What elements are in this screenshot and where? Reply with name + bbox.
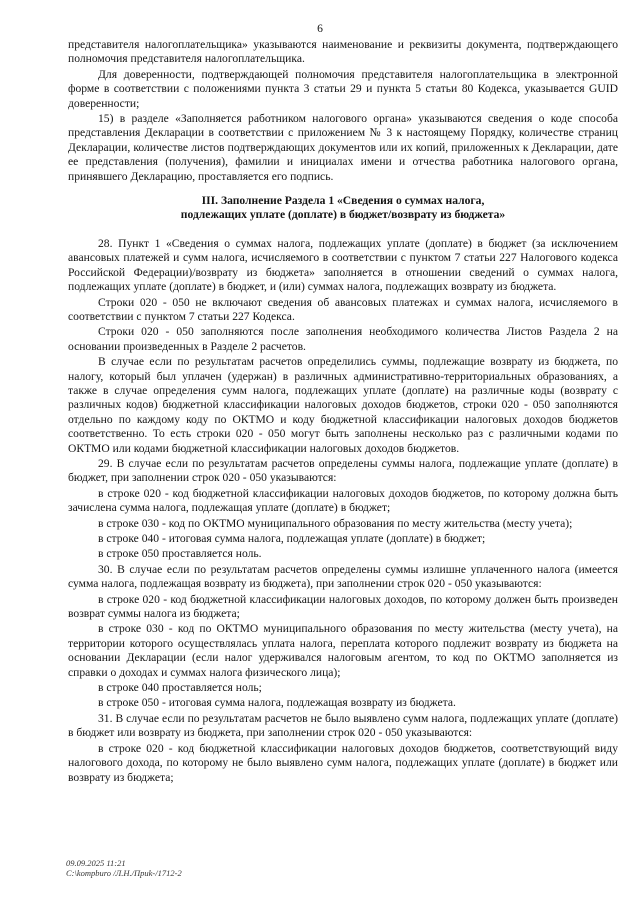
paragraph: в строке 020 - код бюджетной классификации налоговых доходов бюджетов, по которому должна быть зачислена сумма налога, подлежащая уплате (доплате) в бюджет; <box>68 486 618 515</box>
paragraph: в строке 020 - код бюджетной классификации налоговых доходов бюджетов, соответствующий виду налогового дохода, по которому не было выявлено сумм налога, подлежащих уплате (доплате) в бюджет или возврату из бюджета; <box>68 741 618 784</box>
paragraph: Для доверенности, подтверждающей полномочия представителя налогоплательщика в электронной форме в соответствии с положениями пункта 3 статьи 29 и пункта 5 статьи 80 Кодекса, указывается GUID доверенности; <box>68 67 618 110</box>
paragraph: 29. В случае если по результатам расчетов определены суммы налога, подлежащие уплате (доплате) в бюджет, при заполнении строк 020 - 050 указываются: <box>68 456 618 485</box>
paragraph: в строке 050 - итоговая сумма налога, подлежащая возврату из бюджета. <box>98 696 456 710</box>
file-stamp <box>66 858 182 878</box>
paragraph: в строке 020 - код бюджетной классификации налоговых доходов, по которому должен быть произведен возврат суммы налога из бюджета; <box>68 592 618 621</box>
file-stamp-date: 09.09.2025 11:21 <box>66 858 126 868</box>
document-body <box>68 38 618 786</box>
paragraph: 15) в разделе «Заполняется работником налогового органа» указываются сведения о коде способа представления Декларации в соответствии с приложением № 3 к настоящему Порядку, количестве страниц Декларации, количестве листов подтверждающих документов или их копий, приложенных к Декларации, дате ее представления (получения), фамилии и инициалах имени и отчества работника налогового органа, принявшего Декларацию, проставляется его подпись. <box>68 112 618 183</box>
section-paragraphs <box>68 237 618 785</box>
paragraph: Строки 020 - 050 заполняются после заполнения необходимого количества Листов Раздела 2 на основании произведенных в Разделе 2 расчетов. <box>68 325 618 353</box>
paragraph: в строке 050 проставляется ноль. <box>98 547 262 561</box>
paragraph: 28. Пункт 1 «Сведения о суммах налога, подлежащих уплате (доплате) в бюджет (за исключением авансовых платежей и сумм налога, исчисляемого в соответствии с пунктом 7 статьи 227 Налогового кодекса Российской Федерации)/возврату из бюджета» заполняется в отношении сведений о суммах налога, подлежащих уплате (доплате) в бюджет, и (или) суммах налога, подлежащих возврату из бюджета. <box>68 236 618 294</box>
paragraph: в строке 030 - код по ОКТМО муниципального образования по месту жительства (месту учета); <box>98 516 573 530</box>
paragraph: в строке 040 - итоговая сумма налога, подлежащая уплате (доплате) в бюджет; <box>98 532 486 545</box>
paragraph: 31. В случае если по результатам расчетов не было выявлено сумм налога, подлежащих уплате (доплате) в бюджет или возврату из бюджета, при заполнении строк 020 - 050 указываются: <box>68 711 618 740</box>
paragraph: представителя налогоплательщика» указываются наименование и реквизиты документа, подтверждающего полномочия представителя налогоплательщика. <box>68 38 618 66</box>
paragraph: В случае если по результатам расчетов определились суммы, подлежащие возврату из бюджета, по налогу, который был уплачен (удержан) в различных административно-территориальных образованиях, а также в случае определения сумм налога, подлежащих уплате (доплате) на различные коды (возврату с различных кодов) бюджетной классификации налоговых доходов бюджетов, строки 020 - 050 заполняются отдельно по каждому коду по ОКТМО и коду бюджетной классификации налоговых доходов бюджетов соответственно. То есть строки 020 - 050 могут быть заполнены несколько раз с различными кодами по ОКТМО или кодами бюджетной классификации налоговых доходов бюджетов. <box>68 355 618 455</box>
paragraph: 30. В случае если по результатам расчетов определены суммы излишне уплаченного налога (имеется сумма налога, подлежащая возврату из бюджета), при заполнении строк 020 - 050 указываются: <box>68 562 618 591</box>
intro-paragraphs <box>68 38 618 184</box>
paragraph: в строке 030 - код по ОКТМО муниципального образования по месту жительства (месту учета), на территории которого осуществлялась уплата налога, переплата которого подлежит возврату из бюджета на основании Декларации (если налог удерживался налоговым агентом, то код по ОКТМО заполняется из справки о доходах и суммах налога физического лица); <box>68 622 618 679</box>
paragraph: Строки 020 - 050 не включают сведения об авансовых платежах и суммах налога, исчисляемого в соответствии с пунктом 7 статьи 227 Кодекса. <box>68 295 618 323</box>
section-heading <box>68 194 618 223</box>
section-heading-line1: III. Заполнение Раздела 1 «Сведения о суммах налога, <box>201 194 485 208</box>
page-number: 6 <box>317 22 323 35</box>
paragraph: в строке 040 проставляется ноль; <box>98 681 262 695</box>
file-stamp-path: C:\kompburo /Л.Н./Приk-/1712-2 <box>66 868 182 878</box>
section-heading-line2: подлежащих уплате (доплате) в бюджет/возврату из бюджета» <box>180 208 506 222</box>
